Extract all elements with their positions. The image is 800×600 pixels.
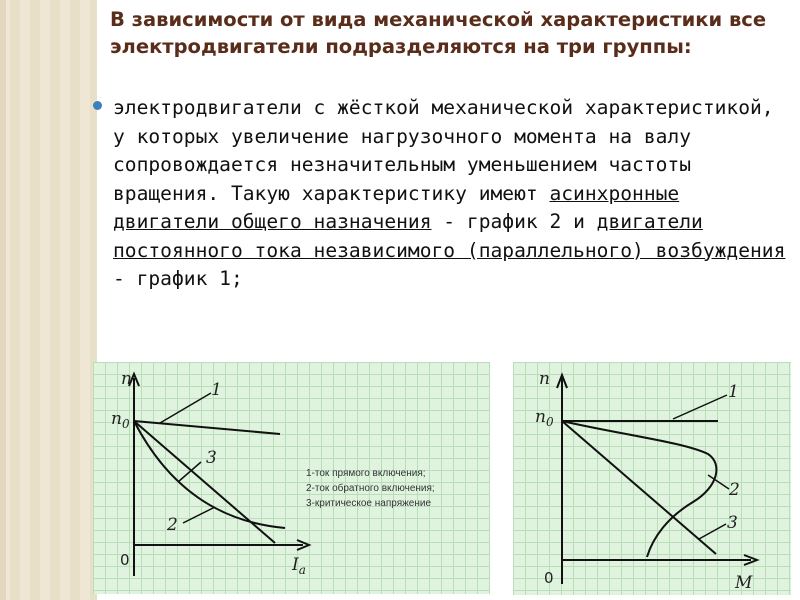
axis-x-label: M xyxy=(735,573,753,593)
legend-item-3: 3-критическое напряжение xyxy=(306,498,432,509)
curve-3 xyxy=(562,421,716,554)
origin-label: 0 xyxy=(120,551,130,569)
leader-line-3 xyxy=(699,524,726,539)
graph-right-svg xyxy=(513,362,791,595)
graph-right-mechanical-characteristic xyxy=(513,362,791,595)
slide-title: В зависимости от вида механической характеристики все электродвигатели подразделяются на три группы: xyxy=(110,8,767,58)
legend-left xyxy=(306,466,435,511)
curve-1-label: 1 xyxy=(211,380,222,400)
strip-seam xyxy=(0,0,6,600)
bullet-icon xyxy=(93,101,102,110)
body-text-part1: электродвигатели с жёсткой механической характеристикой, у которых увеличение нагрузочного момента на валу сопровождается незначительным уменьшением частоты вращения. Такую характеристику имеют xyxy=(113,96,774,205)
curve-3-label: 3 xyxy=(206,448,217,468)
curve-2-label: 2 xyxy=(729,480,740,500)
leader-line-1 xyxy=(673,395,727,419)
curve-3-label: 3 xyxy=(727,513,738,533)
curve-2 xyxy=(134,421,285,528)
leader-line-1 xyxy=(160,393,211,423)
body-text-part3: - график 1; xyxy=(113,267,243,290)
curve-2-label: 2 xyxy=(167,515,178,535)
decorative-left-strip xyxy=(0,0,97,600)
curve-1-label: 1 xyxy=(728,382,739,402)
curve-1 xyxy=(134,421,280,434)
body-text-part2: - график 2 и xyxy=(431,210,597,233)
n0-label: $n_0$ xyxy=(111,409,130,431)
origin-label: 0 xyxy=(544,569,554,587)
axis-x-label: $I_a$ xyxy=(292,555,306,577)
leader-line-2 xyxy=(183,507,215,523)
leader-line-3 xyxy=(178,462,201,482)
legend-item-2: 2-ток обратного включения; xyxy=(306,483,435,494)
link-dc-motors[interactable]: двигатели постоянного тока независимого (параллельного) возбуждения xyxy=(113,210,786,262)
legend-item-1: 1-ток прямого включения; xyxy=(306,468,426,479)
curve-3 xyxy=(134,421,275,543)
axis-y-label: n xyxy=(121,369,132,389)
link-async-motors[interactable]: асинхронные двигатели общего назначения xyxy=(113,181,680,233)
n0-label: $n_0$ xyxy=(535,407,554,429)
slide-body-text xyxy=(113,94,793,294)
axis-y-label: n xyxy=(539,369,550,389)
